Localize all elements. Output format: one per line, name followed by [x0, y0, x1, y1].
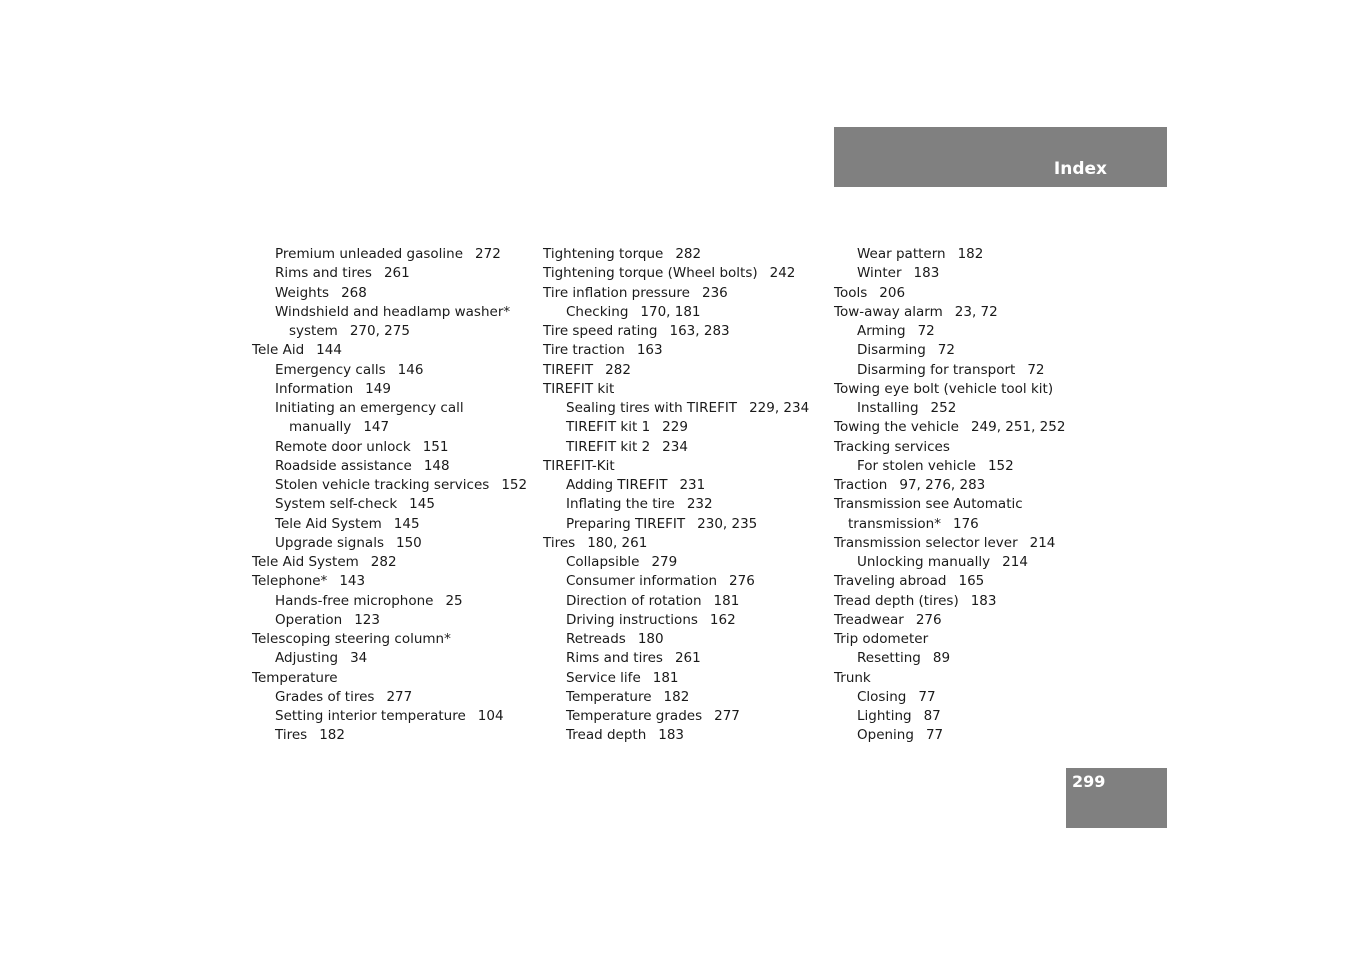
index-term: Temperature	[566, 688, 652, 705]
index-page-refs: 72	[937, 342, 955, 359]
index-term: Service life	[566, 669, 641, 686]
index-term: TIREFIT	[543, 361, 594, 378]
index-page-refs: 270, 275	[349, 323, 410, 339]
index-subentry	[543, 669, 828, 688]
index-term: Preparing TIREFIT	[566, 515, 686, 532]
index-page-refs: 149	[365, 380, 391, 397]
index-entry	[543, 380, 828, 399]
index-term: Direction of rotation	[566, 592, 702, 609]
index-page-refs: 89	[932, 650, 951, 667]
index-entry	[543, 322, 828, 341]
index-page-refs: 183	[658, 727, 685, 744]
index-subentry	[543, 553, 828, 572]
index-term: Inflating the tire	[566, 496, 675, 513]
index-page-refs: 123	[354, 611, 380, 628]
index-term: Arming	[857, 323, 906, 339]
index-subentry	[834, 457, 1134, 476]
index-term: Closing	[857, 688, 907, 705]
index-subentry	[252, 688, 532, 707]
index-term: Tires	[275, 727, 308, 744]
index-page-refs: 144	[316, 342, 342, 359]
index-page-refs: 242	[769, 265, 796, 282]
index-page-refs: 272	[475, 246, 501, 262]
index-page-refs: 182	[319, 727, 345, 744]
index-term: Tread depth	[566, 727, 647, 744]
index-subentry	[252, 438, 532, 457]
index-term: Grades of tires	[275, 688, 375, 705]
index-entry	[834, 380, 1134, 399]
index-subentry	[252, 322, 532, 341]
index-page-refs: 229	[662, 419, 688, 436]
index-subentry	[543, 611, 828, 630]
index-term: Towing eye bolt (vehicle tool kit)	[834, 380, 1054, 397]
index-page-refs: 181	[652, 669, 679, 686]
index-term: Retreads	[566, 631, 626, 647]
index-subentry	[252, 418, 532, 437]
index-term: Towing the vehicle	[834, 419, 959, 436]
index-entry	[834, 418, 1134, 437]
index-page-refs: 232	[686, 496, 713, 513]
index-term: Setting interior temperature	[275, 708, 466, 724]
index-entry	[543, 245, 828, 264]
index-term: Tire traction	[543, 342, 625, 359]
index-subentry	[543, 476, 828, 495]
index-entry	[834, 303, 1134, 322]
index-page-refs: 214	[1029, 534, 1056, 551]
index-term: Operation	[275, 611, 343, 628]
index-page-refs: 180	[637, 631, 664, 647]
index-subentry	[543, 399, 828, 418]
index-page-refs: 151	[422, 438, 449, 455]
index-term: Initiating an emergency call	[275, 400, 464, 416]
index-subentry	[252, 476, 532, 495]
index-term: Tele Aid System	[275, 515, 382, 532]
index-page-refs: 182	[957, 246, 984, 262]
index-term: Traveling abroad	[834, 573, 947, 590]
index-page-refs: 181	[713, 592, 740, 609]
index-subentry	[543, 418, 828, 437]
index-term: Tools	[834, 284, 868, 301]
index-term: Adding TIREFIT	[566, 477, 668, 493]
index-subentry	[543, 438, 828, 457]
index-term: system	[289, 323, 338, 339]
index-page-refs: 163	[636, 342, 663, 359]
index-term: Adjusting	[275, 650, 339, 667]
index-term: Tracking services	[834, 438, 950, 455]
index-term: TIREFIT-Kit	[543, 457, 615, 474]
index-page-refs: 150	[395, 534, 422, 551]
index-page-refs: 231	[679, 477, 706, 493]
index-page-refs: 147	[363, 419, 390, 436]
index-page-refs: 165	[958, 573, 985, 590]
index-term: Tow-away alarm	[834, 303, 943, 320]
index-term: Weights	[275, 284, 330, 301]
index-entry	[252, 553, 532, 572]
index-subentry	[252, 707, 532, 726]
index-term: Remote door unlock	[275, 438, 411, 455]
index-term: Disarming	[857, 342, 926, 359]
index-page-refs: 23, 72	[954, 303, 998, 320]
index-page-refs: 72	[1027, 361, 1045, 378]
index-subentry	[252, 380, 532, 399]
index-page-refs: 249, 251, 252	[970, 419, 1066, 436]
index-entry	[252, 630, 532, 649]
index-page-refs: 282	[605, 361, 631, 378]
section-title: Index	[1053, 159, 1107, 179]
index-term: manually	[289, 419, 352, 436]
index-term: Tire inflation pressure	[543, 284, 690, 301]
index-term: Premium unleaded gasoline	[275, 246, 464, 262]
index-entry	[834, 534, 1134, 553]
index-entry	[834, 476, 1134, 495]
index-term: Tires	[543, 534, 576, 551]
index-subentry	[252, 284, 532, 303]
index-subentry	[543, 688, 828, 707]
index-page-refs: 77	[925, 727, 944, 744]
index-column-1	[252, 245, 532, 746]
index-subentry	[543, 649, 828, 668]
index-page-refs: 77	[918, 688, 936, 705]
index-term: Tread depth (tires)	[834, 592, 959, 609]
index-term: Winter	[857, 265, 902, 282]
index-subentry	[543, 572, 828, 591]
index-term: transmission*	[848, 515, 941, 532]
index-subentry	[252, 457, 532, 476]
index-term: Installing	[857, 400, 919, 416]
index-term: Rims and tires	[275, 265, 372, 282]
index-page-refs: 143	[339, 573, 366, 590]
index-term: Checking	[566, 303, 629, 320]
index-entry	[543, 534, 828, 553]
index-subentry	[252, 303, 532, 322]
index-term: Wear pattern	[857, 246, 946, 262]
index-term: Rims and tires	[566, 650, 663, 667]
index-term: Disarming for transport	[857, 361, 1016, 378]
index-term: Consumer information	[566, 573, 718, 590]
index-page-refs: 282	[675, 246, 702, 262]
index-subentry	[543, 726, 828, 745]
index-page-refs: 163, 283	[669, 323, 730, 339]
index-page-refs: 34	[350, 650, 368, 667]
index-page-refs: 152	[987, 457, 1014, 474]
index-term: Temperature	[252, 669, 338, 686]
index-term: Tire speed rating	[543, 323, 658, 339]
page-number-box	[1066, 768, 1167, 828]
index-term: Telescoping steering column*	[252, 631, 451, 647]
index-subentry	[834, 341, 1134, 360]
page-number: 299	[1072, 772, 1106, 791]
index-page-refs: 279	[651, 554, 678, 570]
index-term: Telephone*	[252, 573, 328, 590]
index-page-refs: 261	[383, 265, 410, 282]
index-term: Tightening torque	[543, 246, 664, 262]
index-page-refs: 276	[915, 611, 942, 628]
index-term: Treadwear	[834, 611, 904, 628]
index-term: Transmission see Automatic	[834, 496, 1023, 513]
index-subentry	[252, 361, 532, 380]
index-entry	[834, 611, 1134, 630]
index-page-refs: 214	[1002, 554, 1028, 570]
index-entry	[543, 341, 828, 360]
index-subentry	[252, 495, 532, 514]
index-page-refs: 276	[729, 573, 755, 590]
index-subentry	[252, 399, 532, 418]
index-term: Stolen vehicle tracking services	[275, 477, 490, 493]
index-term: Upgrade signals	[275, 534, 384, 551]
index-term: TIREFIT kit 2	[566, 438, 651, 455]
index-term: Collapsible	[566, 554, 640, 570]
index-page-refs: 236	[701, 284, 728, 301]
index-column-3	[834, 245, 1134, 746]
index-page-refs: 277	[386, 688, 413, 705]
index-subentry	[252, 726, 532, 745]
index-page-refs: 180, 261	[587, 534, 648, 551]
index-page-refs: 282	[370, 554, 397, 570]
index-term: System self-check	[275, 496, 398, 513]
index-subentry	[252, 611, 532, 630]
index-term: Unlocking manually	[857, 554, 991, 570]
index-subentry	[252, 592, 532, 611]
index-subentry	[834, 649, 1134, 668]
index-subentry	[252, 515, 532, 534]
index-page-refs: 72	[917, 323, 935, 339]
index-page-refs: 97, 276, 283	[899, 477, 986, 493]
index-subentry	[252, 534, 532, 553]
index-entry	[543, 361, 828, 380]
index-entry	[252, 669, 532, 688]
index-entry	[834, 630, 1134, 649]
index-term: Trunk	[834, 669, 871, 686]
index-term: TIREFIT kit	[543, 380, 615, 397]
index-subentry	[252, 649, 532, 668]
index-page-refs: 145	[409, 496, 435, 513]
index-page-refs: 87	[923, 708, 941, 724]
index-term: Traction	[834, 477, 888, 493]
index-subentry	[834, 361, 1134, 380]
index-page-refs: 229, 234	[749, 400, 810, 416]
index-entry	[834, 438, 1134, 457]
index-entry	[543, 264, 828, 283]
index-page-refs: 206	[879, 284, 906, 301]
index-subentry	[834, 264, 1134, 283]
index-term: Driving instructions	[566, 611, 698, 628]
section-header-bar	[834, 127, 1167, 187]
index-subentry	[834, 688, 1134, 707]
index-subentry	[834, 322, 1134, 341]
index-subentry	[834, 399, 1134, 418]
index-page-refs: 148	[423, 457, 450, 474]
index-subentry	[543, 515, 828, 534]
index-entry	[834, 495, 1134, 514]
index-term: Hands-free microphone	[275, 592, 434, 609]
index-page-refs: 176	[953, 515, 979, 532]
index-term: Sealing tires with TIREFIT	[566, 400, 738, 416]
index-page-refs: 104	[477, 708, 504, 724]
index-page-refs: 170, 181	[640, 303, 701, 320]
index-page-refs: 183	[913, 265, 940, 282]
index-entry	[834, 284, 1134, 303]
index-page-refs: 252	[930, 400, 957, 416]
index-page-refs: 145	[393, 515, 420, 532]
index-subentry	[543, 495, 828, 514]
index-entry	[834, 669, 1134, 688]
index-term: Trip odometer	[834, 631, 929, 647]
index-column-2	[543, 245, 828, 746]
index-subentry	[834, 515, 1134, 534]
index-subentry	[834, 726, 1134, 745]
index-subentry	[252, 264, 532, 283]
index-subentry	[834, 553, 1134, 572]
index-term: Tele Aid	[252, 342, 305, 359]
index-term: Information	[275, 380, 354, 397]
index-term: Roadside assistance	[275, 457, 412, 474]
index-subentry	[834, 707, 1134, 726]
index-page-refs: 182	[663, 688, 690, 705]
index-term: Lighting	[857, 708, 912, 724]
index-term: Transmission selector lever	[834, 534, 1018, 551]
index-entry	[543, 457, 828, 476]
index-subentry	[543, 630, 828, 649]
index-page-refs: 162	[709, 611, 736, 628]
index-page-refs: 152	[501, 477, 528, 493]
index-term: Emergency calls	[275, 361, 386, 378]
index-page-refs: 230, 235	[697, 515, 758, 532]
index-entry	[252, 341, 532, 360]
index-term: Resetting	[857, 650, 921, 667]
index-term: TIREFIT kit 1	[566, 419, 651, 436]
index-entry	[252, 572, 532, 591]
index-subentry	[252, 245, 532, 264]
index-entry	[543, 284, 828, 303]
index-subentry	[543, 303, 828, 322]
index-page-refs: 183	[970, 592, 997, 609]
index-term: Tightening torque (Wheel bolts)	[543, 265, 758, 282]
index-term: Tele Aid System	[252, 554, 359, 570]
index-entry	[834, 572, 1134, 591]
index-page-refs: 146	[397, 361, 424, 378]
index-entry	[834, 592, 1134, 611]
index-page-refs: 277	[714, 708, 740, 724]
index-page-refs: 234	[662, 438, 688, 455]
index-term: Windshield and headlamp washer*	[275, 303, 511, 320]
index-page-refs: 268	[341, 284, 367, 301]
index-subentry	[834, 245, 1134, 264]
index-page-refs: 25	[445, 592, 463, 609]
index-term: Temperature grades	[566, 708, 703, 724]
index-subentry	[543, 707, 828, 726]
index-page-refs: 261	[674, 650, 701, 667]
index-term: Opening	[857, 727, 914, 744]
index-subentry	[543, 592, 828, 611]
index-term: For stolen vehicle	[857, 457, 976, 474]
